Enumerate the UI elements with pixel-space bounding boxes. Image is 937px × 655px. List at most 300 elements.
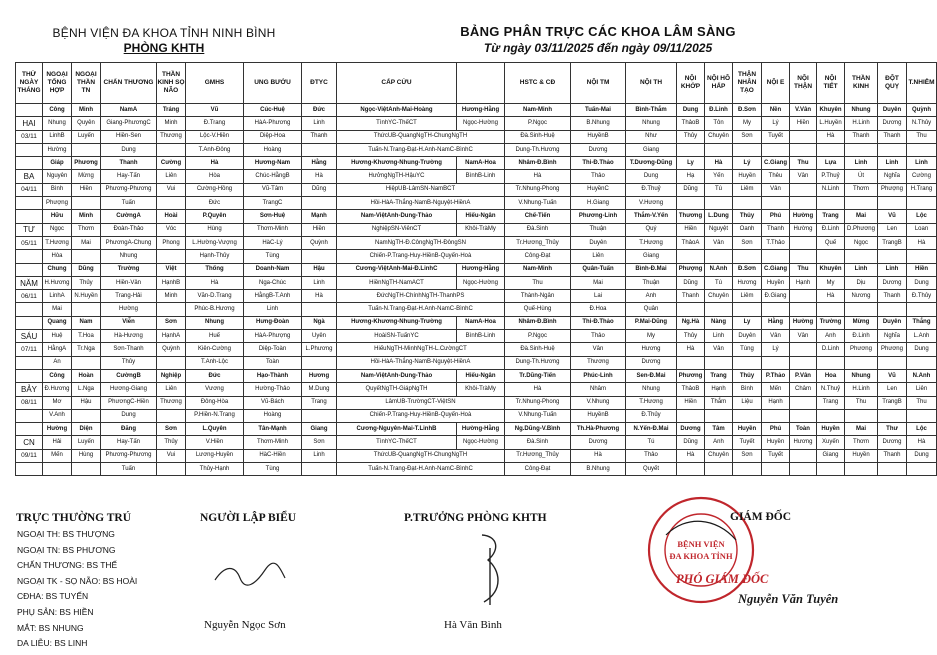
table-cell: Phương [72, 157, 101, 170]
table-cell: Thu [845, 396, 878, 409]
table-cell: Hà [677, 343, 705, 356]
table-cell: Hiền [790, 117, 817, 130]
table-cell [157, 303, 186, 316]
table-cell: TìnhYC-ThếCT [337, 117, 457, 130]
table-cell: Luyến [72, 130, 101, 143]
table-cell: NamA-Hoa [457, 157, 505, 170]
table-cell: V.Nhung-Tuấn [505, 409, 571, 422]
table-cell: Quỳnh [157, 343, 186, 356]
table-cell: Hà [302, 170, 337, 183]
table-cell: Hà [817, 130, 845, 143]
table-cell [302, 143, 337, 156]
column-header: NỘI KHỚP [677, 63, 705, 104]
table-cell: Việt [157, 263, 186, 276]
table-cell: Tuấn [101, 197, 157, 210]
table-cell: Hường [43, 423, 72, 436]
table-row [16, 250, 937, 263]
table-cell: C.Giang [762, 263, 790, 276]
table-cell: Cường [907, 170, 937, 183]
table-cell: Dương [878, 276, 907, 289]
table-cell: HoàiSN-TuấnYC [337, 330, 457, 343]
table-cell: Huyền [733, 170, 762, 183]
table-cell: N.Yến-Đ.Mai [626, 423, 677, 436]
table-cell: T.Hương [43, 236, 72, 249]
table-cell: Thành-Ngân [505, 290, 571, 303]
table-cell [817, 197, 845, 210]
table-cell: Hương-Khương-Nhung-Trường [337, 316, 457, 329]
table-cell [157, 197, 186, 210]
table-cell: Liệu [733, 396, 762, 409]
table-cell: Thi-Đ.Thảo [571, 157, 626, 170]
table-cell: Hương-Nam [244, 157, 302, 170]
table-cell: V.Nhung [571, 396, 626, 409]
table-cell: Thanh [677, 290, 705, 303]
table-cell [43, 463, 72, 476]
vice-director-name: Nguyễn Văn Tuyên [738, 592, 839, 606]
deputy-head-signature [470, 530, 510, 610]
table-cell: Văn-D.Trang [186, 290, 244, 303]
table-cell: Phương-Phương [101, 449, 157, 462]
table-cell: Đ.Thuỷ [626, 183, 677, 196]
table-cell: Thêu [762, 170, 790, 183]
table-cell [762, 250, 790, 263]
table-cell [72, 197, 101, 210]
table-cell: Tr.Nhung-Phong [505, 183, 571, 196]
table-cell: Chuyên [705, 130, 733, 143]
table-cell: Thu [907, 130, 937, 143]
table-cell: N.Thủy [907, 117, 937, 130]
table-cell [705, 197, 733, 210]
table-cell: Len [878, 383, 907, 396]
resident-duty-item: NGOẠI TH: BS THƯỢNG [17, 529, 115, 539]
table-cell: Vũ [878, 210, 907, 223]
table-cell: Hải [43, 436, 72, 449]
table-cell: Trang [302, 396, 337, 409]
table-cell: Chế-Tiến [505, 210, 571, 223]
table-cell: Vân [705, 236, 733, 249]
table-cell: TrangB [878, 236, 907, 249]
table-cell: Đức [186, 369, 244, 382]
table-row [16, 409, 937, 422]
date-label: 06/11 [16, 290, 43, 303]
roster-table-wrap [15, 62, 937, 476]
table-cell: An [43, 356, 72, 369]
table-cell [705, 356, 733, 369]
table-cell: Hà [907, 236, 937, 249]
table-cell: Hiền [907, 263, 937, 276]
table-cell: Linh [907, 157, 937, 170]
table-cell [157, 250, 186, 263]
table-cell: HiềnNgTH-NamACT [337, 276, 457, 289]
table-cell: Bình [43, 183, 72, 196]
table-cell: Xuyến [817, 436, 845, 449]
table-cell: Hoàng [244, 409, 302, 422]
table-cell: P.Thuỷ [817, 170, 845, 183]
table-cell [72, 356, 101, 369]
table-cell: Như [626, 130, 677, 143]
column-header: NỘI THẬN [790, 63, 817, 104]
table-cell: Nhâm-Đ.Bình [505, 316, 571, 329]
table-cell: Thương [157, 130, 186, 143]
table-cell: CườngA [101, 210, 157, 223]
table-cell: Hương-Hằng [457, 263, 505, 276]
table-cell: ThứcUB-QuangNgTH-ChungNgTH [337, 130, 505, 143]
resident-duty-item: CHẤN THƯƠNG: BS THẾ [17, 560, 118, 571]
date-range: Từ ngày 03/11/2025 đến ngày 09/11/2025 [483, 41, 713, 55]
table-cell: Ngọc-Hường [457, 436, 505, 449]
table-cell: T.Hương [626, 236, 677, 249]
table-cell [790, 143, 817, 156]
table-cell: Vũ [878, 369, 907, 382]
table-cell: My [733, 117, 762, 130]
table-cell: Minh [157, 290, 186, 303]
table-cell: Đ.Hương [43, 383, 72, 396]
table-cell [72, 463, 101, 476]
table-cell: Quế [817, 236, 845, 249]
table-cell: Đ.Thủy [907, 290, 937, 303]
table-cell: Thủy [733, 369, 762, 382]
table-cell [705, 250, 733, 263]
table-cell: Nhung [101, 250, 157, 263]
table-cell: HàC-Lý [244, 236, 302, 249]
table-cell: Thơm [72, 223, 101, 236]
table-cell [302, 197, 337, 210]
date-label: 03/11 [16, 130, 43, 143]
table-cell: Hương [626, 343, 677, 356]
table-cell: Hùng [72, 449, 101, 462]
table-cell: Thủy [101, 356, 157, 369]
table-cell [907, 143, 937, 156]
table-cell: N.Huyền [72, 290, 101, 303]
table-cell: NamA [101, 104, 157, 117]
table-cell: LinhB [43, 130, 72, 143]
table-cell [817, 143, 845, 156]
table-row [16, 117, 937, 130]
table-cell: Thu [505, 276, 571, 289]
table-cell: Diệp-Hoa [244, 130, 302, 143]
table-cell: Nhâm [571, 383, 626, 396]
table-cell: Sơn [733, 130, 762, 143]
table-cell: Hường-Thảo [244, 383, 302, 396]
table-cell: Hiếu-Ngân [457, 369, 505, 382]
day-cell [16, 157, 43, 170]
table-cell: L.Hường-Vượng [186, 236, 244, 249]
table-cell: Phương-Phương [101, 183, 157, 196]
table-cell: Vân [762, 330, 790, 343]
table-cell: Châm [790, 383, 817, 396]
day-cell [16, 409, 43, 422]
table-cell: Toàn [790, 423, 817, 436]
table-cell: Đông-Hòa [186, 396, 244, 409]
table-cell: Mai [845, 210, 878, 223]
table-cell: Hương [302, 369, 337, 382]
table-cell: Dương [677, 423, 705, 436]
table-cell: Ng.Dũng-V.Bình [505, 423, 571, 436]
table-cell: P.Quyên [186, 210, 244, 223]
table-cell: Phượng [878, 183, 907, 196]
table-cell: Khuyên [817, 104, 845, 117]
table-row [16, 356, 937, 369]
table-cell: Ngọc-ViệtAnh-Mai-Hoàng [337, 104, 457, 117]
table-cell: Thơm [845, 436, 878, 449]
table-row [16, 316, 937, 329]
table-cell [157, 143, 186, 156]
column-header: CẤP CỨU [337, 63, 457, 104]
table-cell: Hùng [186, 223, 244, 236]
day-cell [16, 143, 43, 156]
table-cell: Sơn [733, 449, 762, 462]
table-cell: Thương [157, 396, 186, 409]
table-cell: Đ.Linh [705, 104, 733, 117]
table-cell: Cương-ViệtAnh-Mai-Đ.LinhC [337, 263, 457, 276]
table-cell: Công-Đạt [505, 250, 571, 263]
table-cell: Phúc-Linh [571, 369, 626, 382]
table-cell: Thủy-Hạnh [186, 463, 244, 476]
table-cell: Thu [790, 263, 817, 276]
day-cell [16, 104, 43, 117]
table-cell: B.Nhung [571, 117, 626, 130]
table-cell: Thuận [626, 276, 677, 289]
table-cell: Dũng [72, 263, 101, 276]
column-header: NỘI TIẾT [817, 63, 845, 104]
day-cell [16, 463, 43, 476]
table-cell: Thu [790, 157, 817, 170]
table-cell: Vân [571, 343, 626, 356]
table-cell: Lương-Huyền [186, 449, 244, 462]
day-cell [16, 250, 43, 263]
table-cell: Hiền [72, 183, 101, 196]
table-cell: Dung [101, 143, 157, 156]
table-row [16, 263, 937, 276]
table-cell [817, 463, 845, 476]
table-cell [878, 303, 907, 316]
table-cell: Đoàn-Thảo [101, 223, 157, 236]
table-cell: Đà.Sinh-Huệ [505, 130, 571, 143]
table-cell: T.Anh-Đông [186, 143, 244, 156]
table-cell: LinhA [43, 290, 72, 303]
table-cell: Dương [571, 143, 626, 156]
table-cell: Tr.Nga [72, 343, 101, 356]
table-cell: Ngọc [43, 223, 72, 236]
table-cell: Bình-Đ.Mai [626, 263, 677, 276]
table-row [16, 104, 937, 117]
table-cell: Giang [626, 143, 677, 156]
table-cell [72, 303, 101, 316]
table-cell: Đăng [101, 423, 157, 436]
table-cell: Quỳnh [302, 236, 337, 249]
column-header: UNG BƯỚU [244, 63, 302, 104]
day-label: BA [16, 170, 43, 183]
table-cell: Vui [157, 449, 186, 462]
table-cell: Mai [571, 276, 626, 289]
table-cell: T.Dương-Dũng [626, 157, 677, 170]
table-cell: Khôi-TràMy [457, 383, 505, 396]
table-cell: Hạnh [762, 396, 790, 409]
table-cell: Hưng-Đoàn [244, 316, 302, 329]
table-cell: TìnhYC-ThếCT [337, 436, 457, 449]
table-cell [677, 463, 705, 476]
table-cell: Thơm-Minh [244, 436, 302, 449]
table-cell: Hà [186, 276, 244, 289]
table-cell: Thanh [101, 157, 157, 170]
column-header: ĐỘT QUỴ [878, 63, 907, 104]
table-cell: Ngà [302, 316, 337, 329]
table-cell: Nam-ViệtAnh-Dung-Thảo [337, 210, 457, 223]
table-row [16, 223, 937, 236]
table-cell: Lộc [907, 210, 937, 223]
table-cell: Dung [677, 104, 705, 117]
table-cell: HàA-Phượng [244, 330, 302, 343]
table-cell [907, 250, 937, 263]
table-cell [907, 303, 937, 316]
table-cell: Cường [157, 157, 186, 170]
table-cell: Hà [505, 383, 571, 396]
column-header [457, 63, 505, 104]
table-cell: Đ.Linh [845, 330, 878, 343]
table-row [16, 276, 937, 289]
column-header: THẦN KINH [845, 63, 878, 104]
table-cell [733, 143, 762, 156]
table-row [16, 210, 937, 223]
table-cell: Nhâm-Đ.Bình [505, 157, 571, 170]
table-cell: Hoa [817, 369, 845, 382]
table-cell: Oanh [733, 223, 762, 236]
table-cell: Thư [878, 423, 907, 436]
table-cell [907, 356, 937, 369]
table-cell: My [817, 276, 845, 289]
column-header: HSTC & CĐ [505, 63, 571, 104]
table-cell: Hoàng [244, 143, 302, 156]
table-cell: Yến [705, 170, 733, 183]
table-cell: NamA-Hoa [457, 316, 505, 329]
column-header: ĐTYC [302, 63, 337, 104]
table-cell: Lý [733, 157, 762, 170]
table-cell: Mai [43, 303, 72, 316]
date-label: 09/11 [16, 449, 43, 462]
table-cell: Liên [571, 250, 626, 263]
table-row [16, 130, 937, 143]
table-cell [302, 463, 337, 476]
preparer-signature [210, 560, 290, 588]
table-cell: L.Dung [705, 210, 733, 223]
table-cell: Công [43, 104, 72, 117]
table-cell: Anh [626, 290, 677, 303]
table-cell: Hường [43, 143, 72, 156]
table-cell: Thủy [733, 210, 762, 223]
table-cell [72, 409, 101, 422]
resident-duty-list [17, 527, 137, 652]
preparer-name: Nguyễn Ngọc Sơn [204, 619, 286, 631]
column-header: NGOẠI TỔNG HỢP [43, 63, 72, 104]
table-cell [790, 130, 817, 143]
table-cell [157, 356, 186, 369]
table-cell [878, 356, 907, 369]
table-cell [845, 409, 878, 422]
table-cell: NamNgTH-Đ.CôngNgTH-ĐôngSN [337, 236, 505, 249]
table-cell: Vũ-Bách [244, 396, 302, 409]
table-cell: Tôn [705, 117, 733, 130]
table-cell: HàA-Phương [244, 117, 302, 130]
table-cell: N.Anh [907, 369, 937, 382]
table-cell: QuyếtNgTH-GiápNgTH [337, 383, 457, 396]
table-cell [733, 303, 762, 316]
table-cell [157, 409, 186, 422]
table-cell: Diệp-Toàn [244, 343, 302, 356]
table-cell: M.Dung [302, 383, 337, 396]
table-cell: Hà [505, 170, 571, 183]
table-cell [733, 250, 762, 263]
resident-duty-item: PHỤ SẢN: BS HIỀN [17, 606, 94, 617]
table-cell: Thảo [571, 330, 626, 343]
table-cell: P.Ngọc [505, 330, 571, 343]
day-label: TƯ [16, 223, 43, 236]
table-cell: Thắm-V.Yến [626, 210, 677, 223]
table-cell: Trang [817, 396, 845, 409]
table-cell [790, 236, 817, 249]
table-row [16, 157, 937, 170]
table-cell [705, 143, 733, 156]
table-cell: Phương [677, 369, 705, 382]
table-cell: Sơn-Huệ [244, 210, 302, 223]
table-cell: Đ.Hoa [571, 303, 626, 316]
table-row [16, 383, 937, 396]
table-cell: Nam-Minh [505, 263, 571, 276]
table-cell [845, 303, 878, 316]
roster-table [15, 62, 937, 476]
table-cell: Len [878, 223, 907, 236]
table-row [16, 369, 937, 382]
table-cell: Ng.Hà [677, 316, 705, 329]
table-cell: Mừng [845, 316, 878, 329]
table-cell [817, 250, 845, 263]
table-cell: Quyết [626, 463, 677, 476]
table-cell [845, 463, 878, 476]
table-row [16, 143, 937, 156]
table-cell: HạnhB [157, 276, 186, 289]
table-cell [845, 250, 878, 263]
column-header: GMHS [186, 63, 244, 104]
preparer-title: NGƯỜI LẬP BIỂU [200, 512, 297, 524]
table-cell [157, 463, 186, 476]
table-cell: Cúc-Huệ [244, 104, 302, 117]
table-cell: Vóc [157, 223, 186, 236]
table-cell: Mai [845, 423, 878, 436]
table-cell: Dung [626, 170, 677, 183]
table-row [16, 396, 937, 409]
column-header: T.NHIỄM [907, 63, 937, 104]
table-cell [790, 250, 817, 263]
table-cell [733, 197, 762, 210]
table-cell: Đ.Giang [762, 290, 790, 303]
table-cell: Toàn [244, 356, 302, 369]
table-cell: Quân [626, 303, 677, 316]
table-cell: Nghĩa [878, 330, 907, 343]
table-cell: Dũng [302, 183, 337, 196]
table-cell [878, 463, 907, 476]
table-cell: D.Phương [845, 223, 878, 236]
table-cell [878, 143, 907, 156]
table-cell: T.Anh-Lộc [186, 356, 244, 369]
table-cell [878, 409, 907, 422]
table-row [16, 290, 937, 303]
table-cell: Phượng [677, 263, 705, 276]
table-cell: Diện [72, 423, 101, 436]
table-cell: P.Thảo [762, 369, 790, 382]
table-cell: Giang-PhươngC [101, 117, 157, 130]
table-cell: V.Nhung-Tuấn [505, 197, 571, 210]
table-cell [302, 356, 337, 369]
table-cell: Giáp [43, 157, 72, 170]
